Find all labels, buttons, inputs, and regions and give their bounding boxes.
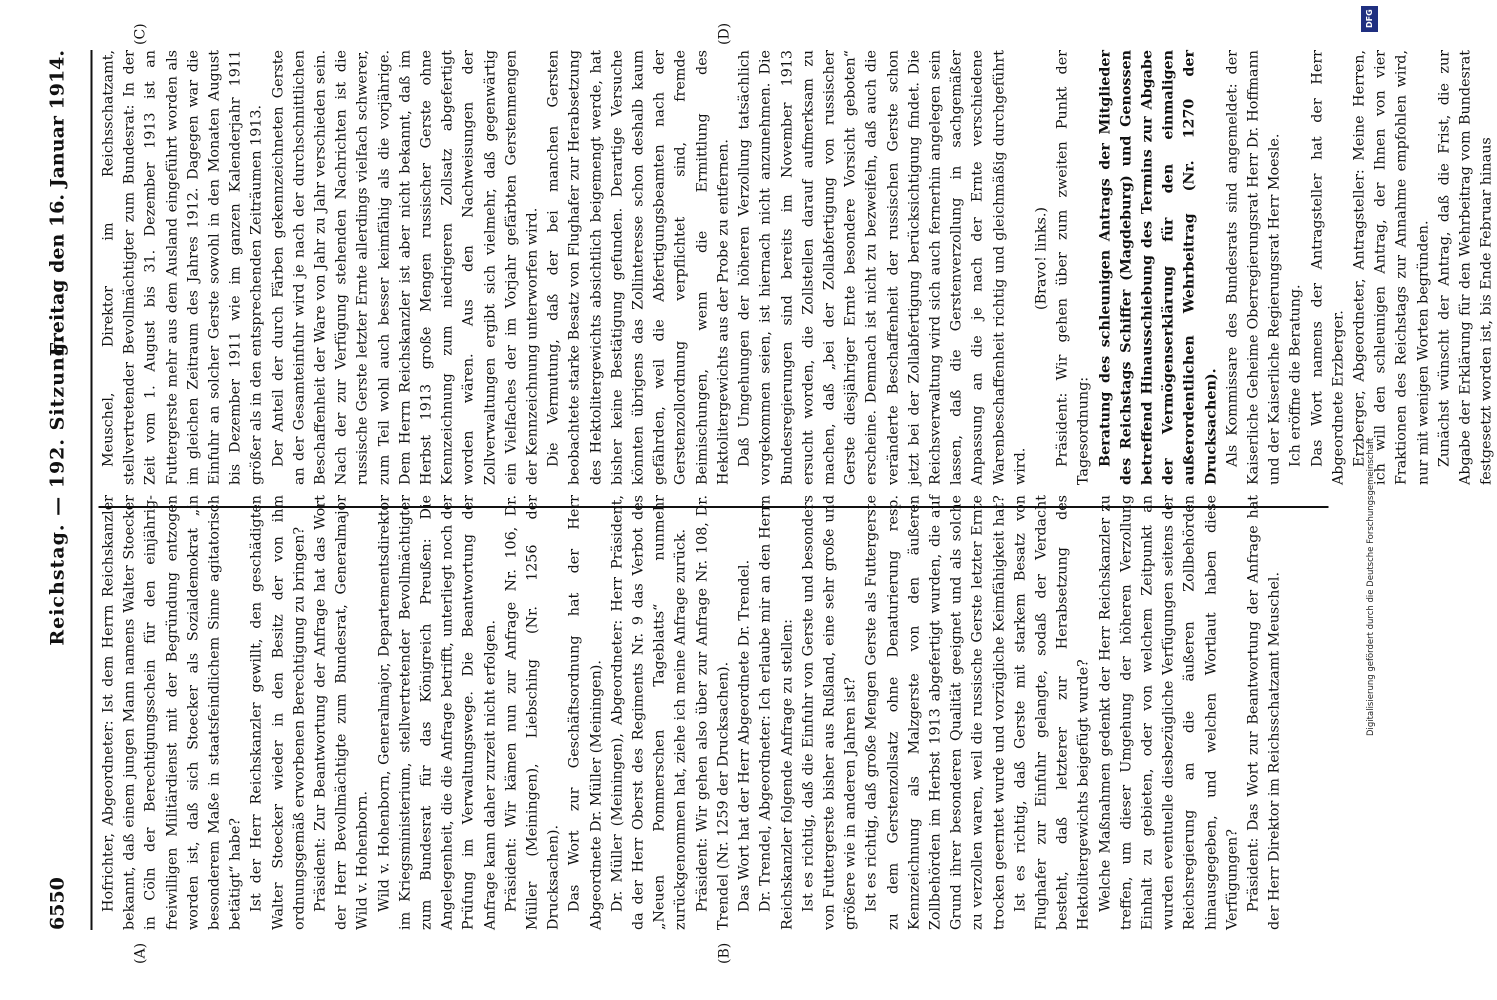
margin-marker-b: (B) <box>716 942 732 964</box>
paragraph: Hofrichter, Abgeordneter: Ist dem Herrn Reichskanzler bekannt, daß einem jungen Mann namens Walter Stoecker in Cöln der Berechtigungsschein für den einjährig-freiwilligen Militärdienst mit der Begründung entzogen worden ist, daß sich Stoecker als Sozialdemokrat „in besonderem Maße in staatsfeindlichem Sinne agitatorisch betätigt“ habe? <box>100 495 244 930</box>
paragraph: Das Wort zur Geschäftsordnung hat der Herr Abgeordnete Dr. Müller (Meiningen). <box>566 495 604 930</box>
right-column <box>98 50 1495 485</box>
paragraph: Ist es richtig, daß große Mengen Gerste als Futtergerste zu dem Gerstenzollsatz ohne Denaturierung resp. Kennzeichnung als Malzgerste von den äußeren Zollbehörden im Herbst 1913 abgefertigt wurden, die auf Grund ihrer besonderen Qualität geeignet und als solche zu verzollen waren, weil die russische Gerste letzter Ernte trocken geerntet wurde und vorzügliche Keimfähigkeit hat? <box>863 495 1007 930</box>
margin-marker-a: (A) <box>132 942 148 964</box>
paragraph: Daß Umgehungen der höheren Verzollung tatsächlich vorgekommen seien, ist hiernach nicht anzunehmen. Die Bundesregierungen sind bereits im November 1913 ersucht worden, die Zollstellen darauf aufmerksam zu machen, daß „bei der Zollabfertigung von russischer Gerste diesjähriger Ernte besondere Vorsicht geboten“ erscheine. Demnach ist nicht zu bezweifeln, daß auch die veränderte Beschaffenheit der russischen Gerste schon jetzt bei der Zollabfertigung berücksichtigung findet. Die Reichsverwaltung wird sich auch fernerhin angelegen sein lassen, daß die Gerstenverzollung in sachgemäßer Anpassung an die je nach der Ernte verschiedene Warenbeschaffenheit richtig und gleichmäßig durchgeführt wird. <box>736 50 1028 485</box>
session-date: Freitag den 16. Januar 1914. <box>46 50 68 357</box>
paragraph: Der Anteil der durch Färben gekennzeichneten Gerste an der Gesamteinfuhr wird je nach der durchschnittlichen Beschaffenheit der Ware von Jahr zu Jahr verschieden sein. Nach der zur Verfügung stehenden Nachrichten ist die russische Gerste letzter Ernte allerdings vielfach schwerer, zum Teil wohl auch besser keimfähig als die vorjährige. Dem Herrn Reichskanzler ist aber nicht bekannt, daß im Herbst 1913 große Mengen russischer Gerste ohne Kennzeichnung zum niedrigeren Zollsatz abgefertigt worden wären. Aus den Nachweisungen der Zollverwaltungen ergibt sich vielmehr, daß gegenwärtig ein Vielfaches der im Vorjahr gefärbten Gerstenmengen der Kennzeichnung unterworfen wird. <box>269 50 541 485</box>
paragraph: Welche Maßnahmen gedenkt der Herr Reichskanzler zu treffen, um dieser Umgehung der höheren Verzollung Einhalt zu gebieten, oder von welchem Zeitpunkt an wurden eventuelle diesbezügliche Verfügungen seitens der Reichsregierung an die äußeren Zollbehörden hinausgegeben, und welchen Wortlaut haben diese Verfügungen? <box>1096 495 1240 930</box>
paragraph: Ist es richtig, daß Gerste mit starkem Besatz von Flughafer zur Einfuhr gelangte, sodaß der Verdacht besteht, daß letzterer zur Herabsetzung des Hektolitergewichts beigefügt wurde? <box>1011 495 1092 930</box>
paragraph: Ist der Herr Reichskanzler gewillt, den geschädigten Walter Stoecker wieder in den Besitz der von ihm ordnungsgemäß erworbenen Berechtigung zu bringen? <box>248 495 307 930</box>
paragraph: Zunächst wünscht der Antrag, daß die Frist, die zur Abgabe der Erklärung für den Wehrbeitrag vom Bundesrat festgesetzt worden ist, bis Ende Februar hinaus <box>1435 50 1495 485</box>
paragraph: Präsident: Wir gehen also über zur Anfrage Nr. 108, Dr. Trendel (Nr. 1259 der Drucksachen). <box>693 495 731 930</box>
paragraph: Ich eröffne die Beratung. <box>1287 284 1304 467</box>
running-head <box>38 50 78 930</box>
paragraph: Präsident: Wir gehen über zum zweiten Punkt der Tagesordnung: <box>1054 50 1092 485</box>
margin-marker-c: (C) <box>132 23 148 45</box>
paragraph: Meuschel, Direktor im Reichsschatzamt, stellvertretender Bevollmächtigter zum Bundesrat: In der Zeit vom 1. August bis 31. Dezember 1913 ist an Futtergerste mehr aus dem Ausland eingeführt worden als im gleichen Zeitraum des Jahres 1912. Dagegen war die Einfuhr an solcher Gerste sowohl in den Monaten August bis Dezember 1911 wie im ganzen Kalenderjahr 1911 größer als in den entsprechenden Zeiträumen 1913. <box>100 50 265 485</box>
paragraph: Das Wort hat der Herr Abgeordnete Dr. Trendel. <box>736 559 753 912</box>
paragraph: Das Wort namens der Antragsteller hat der Herr Abgeordnete Erzberger. <box>1308 50 1346 485</box>
paragraph: Dr. Trendel, Abgeordneter: Ich erlaube mir an den Herrn Reichskanzler folgende Anfrage zu stellen: <box>757 495 795 930</box>
left-column <box>98 495 1328 930</box>
dfg-logo: DFG <box>1361 6 1378 32</box>
agenda-item: Beratung des schleunigen Antrags der Mitglieder des Reichstags Schiffer (Magdeburg) und Genossen betreffend Hinausschiebung des Termins zur Abgabe der Vermögenserklärung für den einmaligen außerordentlichen Wehrbeitrag (Nr. 1270 der Drucksachen). <box>1096 50 1219 485</box>
paragraph: Wild v. Hohenborn, Generalmajor, Departementsdirektor im Kriegsministerium, stellvertretender Bevollmächtigter zum Bundesrat für das Königreich Preußen: Die Angelegenheit, die die Anfrage betrifft, unterliegt noch der Prüfung im Verwaltungswege. Die Beantwortung der Anfrage kann daher zurzeit nicht erfolgen. <box>375 495 498 930</box>
paragraph: Erzberger, Abgeordneter, Antragsteller: Meine Herren, ich will den schleunigen Antrag, der Ihnen von vier Fraktionen des Reichstags zur Annahme empfohlen wird, nur mit wenigen Worten begründen. <box>1350 50 1431 485</box>
paragraph: Präsident: Zur Beantwortung der Anfrage hat das Wort der Herr Bevollmächtigte zum Bundesrat, Generalmajor Wild v. Hohenborn. <box>312 495 371 930</box>
paragraph: Als Kommissare des Bundesrats sind angemeldet: der Kaiserliche Geheime Oberregierungsrat Herr Dr. Hoffmann und der Kaiserliche Regierungsrat Herr Moesle. <box>1223 50 1283 485</box>
page-number: 6550 <box>46 877 68 930</box>
paragraph: Dr. Müller (Meiningen), Abgeordneter: Herr Präsident, da der Herr Oberst des Regiments Nr. 9 das Verbot des „Neuen Pommerschen Tageblatts“ nunmehr zurückgenommen hat, ziehe ich meine Anfrage zurück. <box>608 495 689 930</box>
digitization-credit: Digitalisierung gefördert durch die Deutsche Forschungsgemeinschaft <box>1366 437 1376 736</box>
page-title: Reichstag. — 192. Sitzung. <box>46 334 68 646</box>
paragraph: Ist es richtig, daß die Einfuhr von Gerste und besonders von Futtergerste bisher aus Rußland, eine sehr große und größere wie in anderen Jahren ist? <box>799 495 859 930</box>
header-rule <box>90 50 92 930</box>
paragraph: Präsident: Das Wort zur Beantwortung der Anfrage hat der Herr Direktor im Reichsschatzamt Meuschel. <box>1244 495 1283 930</box>
paragraph: Präsident: Wir kämen nun zur Anfrage Nr. 106, Dr. Müller (Meiningen), Liebsching (Nr. 1256 der Drucksachen). <box>502 495 562 930</box>
paragraph: Die Vermutung, daß der bei manchen Gersten beobachtete starke Besatz von Flughafer zur Herabsetzung des Hektolitergewichts absichtlich beigemengt werde, hat bisher keine Bestätigung gefunden. Derartige Versuche könnten übrigens das Zollinteresse schon deshalb kaum gefährden, weil die Abfertigungsbeamten nach der Gerstenzollordnung verpflichtet sind, fremde Beimischungen, wenn die Ermittlung des Hektolitergewichts aus der Probe zu entfernen. <box>545 50 731 485</box>
margin-marker-d: (D) <box>716 22 732 45</box>
applause-note: (Bravo! links.) <box>1032 207 1049 310</box>
